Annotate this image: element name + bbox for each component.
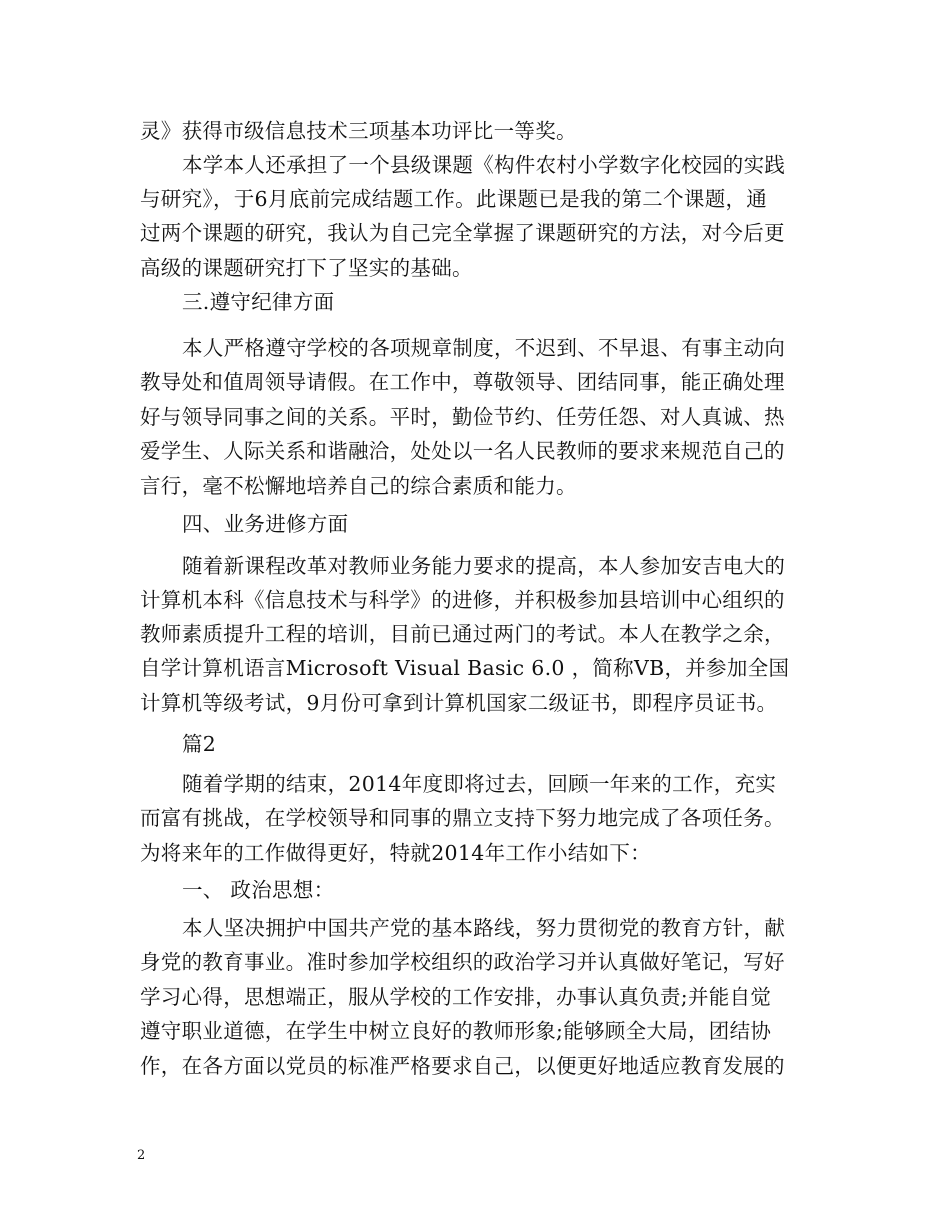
text-line: 高级的课题研究打下了坚实的基础。 — [140, 256, 473, 280]
text-line: 过两个课题的研究，我认为自己完全掌握了课题研究的方法，对今后更 — [140, 221, 785, 245]
text-line: 作，在各方面以党员的标准严格要求自己，以便更好地适应教育发展的 — [140, 1054, 785, 1078]
text-line: 身党的教育事业。准时参加学校组织的政治学习并认真做好笔记，写好 — [140, 950, 785, 974]
text-line: 学习心得，思想端正，服从学校的工作安排，办事认真负责;并能自觉 — [140, 985, 772, 1009]
text-line: 计算机本科《信息技术与科学》的进修，并积极参加县培训中心组织的 — [140, 588, 785, 612]
text-line: 教导处和值周领导请假。在工作中，尊敬领导、团结同事，能正确处理 — [140, 370, 785, 394]
text-line: 好与领导同事之间的关系。平时，勤俭节约、任劳任怨、对人真诚、热 — [140, 405, 785, 429]
text-line: 灵》获得市级信息技术三项基本功评比一等奖。 — [140, 119, 577, 143]
text-line: 爱学生、人际关系和谐融洽，处处以一名人民教师的要求来规范自己的 — [140, 439, 785, 463]
paragraph-start: 本人坚决拥护中国共产党的基本路线，努力贯彻党的教育方针，献 — [182, 916, 786, 940]
paragraph-start: 本人严格遵守学校的各项规章制度，不迟到、不早退、有事主动向 — [182, 336, 786, 360]
section-heading: 四、业务进修方面 — [182, 512, 349, 536]
paragraph-start: 随着新课程改革对教师业务能力要求的提高，本人参加安吉电大的 — [182, 554, 786, 578]
text-line: 与研究》，于6月底前完成结题工作。此课题已是我的第二个课题，通 — [140, 187, 768, 211]
text-line: 计算机等级考试，9月份可拿到计算机国家二级证书，即程序员证书。 — [140, 691, 778, 715]
text-line: 教师素质提升工程的培训，目前已通过两门的考试。本人在教学之余， — [140, 622, 785, 646]
section-heading: 篇2 — [182, 732, 217, 756]
text-line: 遵守职业道德，在学生中树立良好的教师形象;能够顾全大局，团结协 — [140, 1019, 772, 1043]
text-line: 而富有挑战，在学校领导和同事的鼎立支持下努力地完成了各项任务。 — [140, 806, 785, 830]
paragraph-start: 随着学期的结束，2014年度即将过去，回顾一年来的工作，充实 — [182, 772, 777, 796]
section-heading: 三.遵守纪律方面 — [182, 290, 335, 314]
text-line: 言行，毫不松懈地培养自己的综合素质和能力。 — [140, 474, 577, 498]
text-line: 自学计算机语言Microsoft Visual Basic 6.0 ，简称VB，并参加全国 — [140, 656, 790, 680]
text-line: 为将来年的工作做得更好，特就2014年工作小结如下： — [140, 841, 651, 865]
page-number: 2 — [137, 1148, 146, 1163]
section-heading: 一、 政治思想： — [182, 878, 335, 902]
paragraph-start: 本学本人还承担了一个县级课题《构件农村小学数字化校园的实践 — [182, 153, 786, 177]
